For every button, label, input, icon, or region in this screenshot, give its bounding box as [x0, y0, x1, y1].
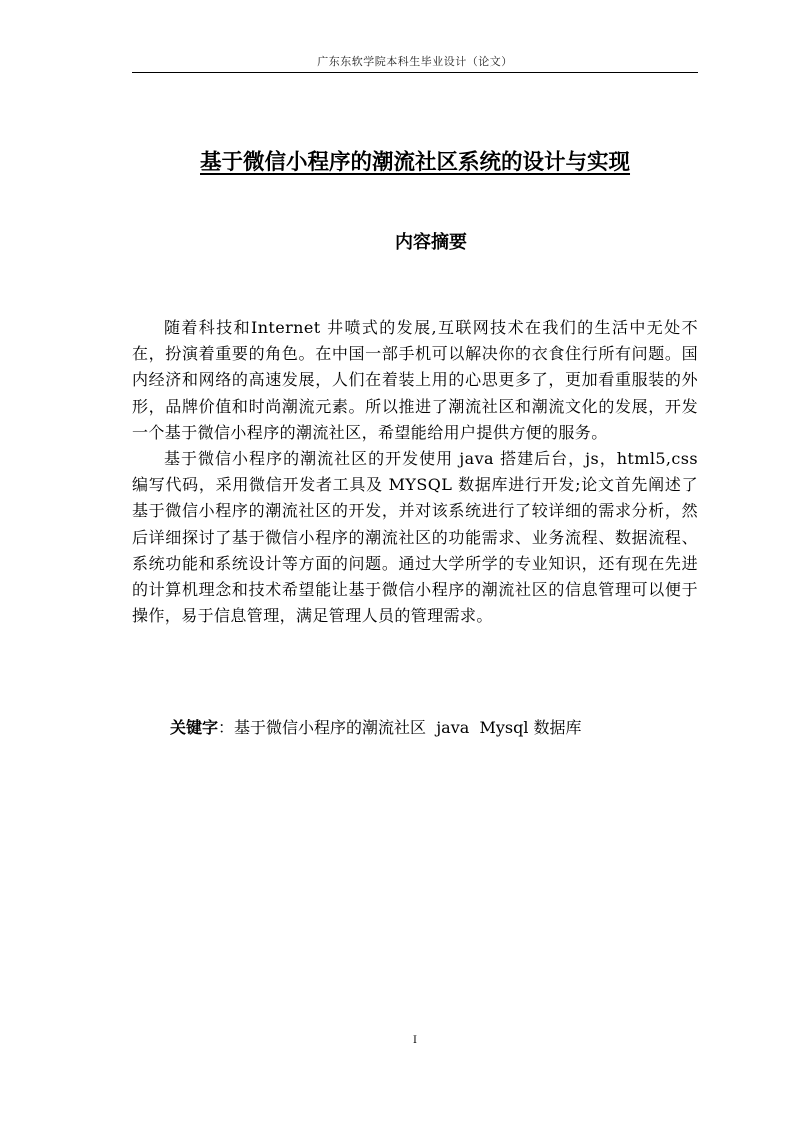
abstract-paragraph-2: 基于微信小程序的潮流社区的开发使用 java 搭建后台，js，html5,css 编写代码，采用微信开发者工具及 MYSQL 数据库进行开发;论文首先阐述了基于微信小程序的潮流社区的开发，并对该系统进行了较详细的需求分析，然后详细探讨了基于微信小程序的潮流社区的功能需求、业务流程、数据流程、系统功能和系统设计等方面的问题。通过大学所学的专业知识，还有现在先进的计算机理念和技术希望能让基于微信小程序的潮流社区的信息管理可以便于操作，易于信息管理，满足管理人员的管理需求。: [132, 449, 698, 626]
paper-title: 基于微信小程序的潮流社区系统的设计与实现: [200, 150, 631, 175]
keywords-line: [170, 715, 698, 741]
keywords-separator: ：: [218, 718, 235, 737]
keywords-label: 关键字: [170, 718, 219, 737]
abstract-heading: 内容摘要: [395, 232, 467, 253]
page-number: I: [413, 1035, 417, 1046]
abstract-paragraph-1: 随着科技和Internet 井喷式的发展,互联网技术在我们的生活中无处不在，扮演着重要的角色。在中国一部手机可以解决你的衣食住行所有问题。国内经济和网络的高速发展，人们在着装上用的心思更多了，更加看重服装的外形，品牌价值和时尚潮流元素。所以推进了潮流社区和潮流文化的发展，开发一个基于微信小程序的潮流社区，希望能给用户提供方便的服务。: [132, 318, 698, 442]
header-rule: [132, 72, 698, 73]
running-header: 广东东软学院本科生毕业设计（论文）: [317, 55, 513, 68]
abstract-body: [132, 315, 698, 629]
keywords-value: 基于微信小程序的潮流社区 java Mysql 数据库: [234, 718, 582, 737]
